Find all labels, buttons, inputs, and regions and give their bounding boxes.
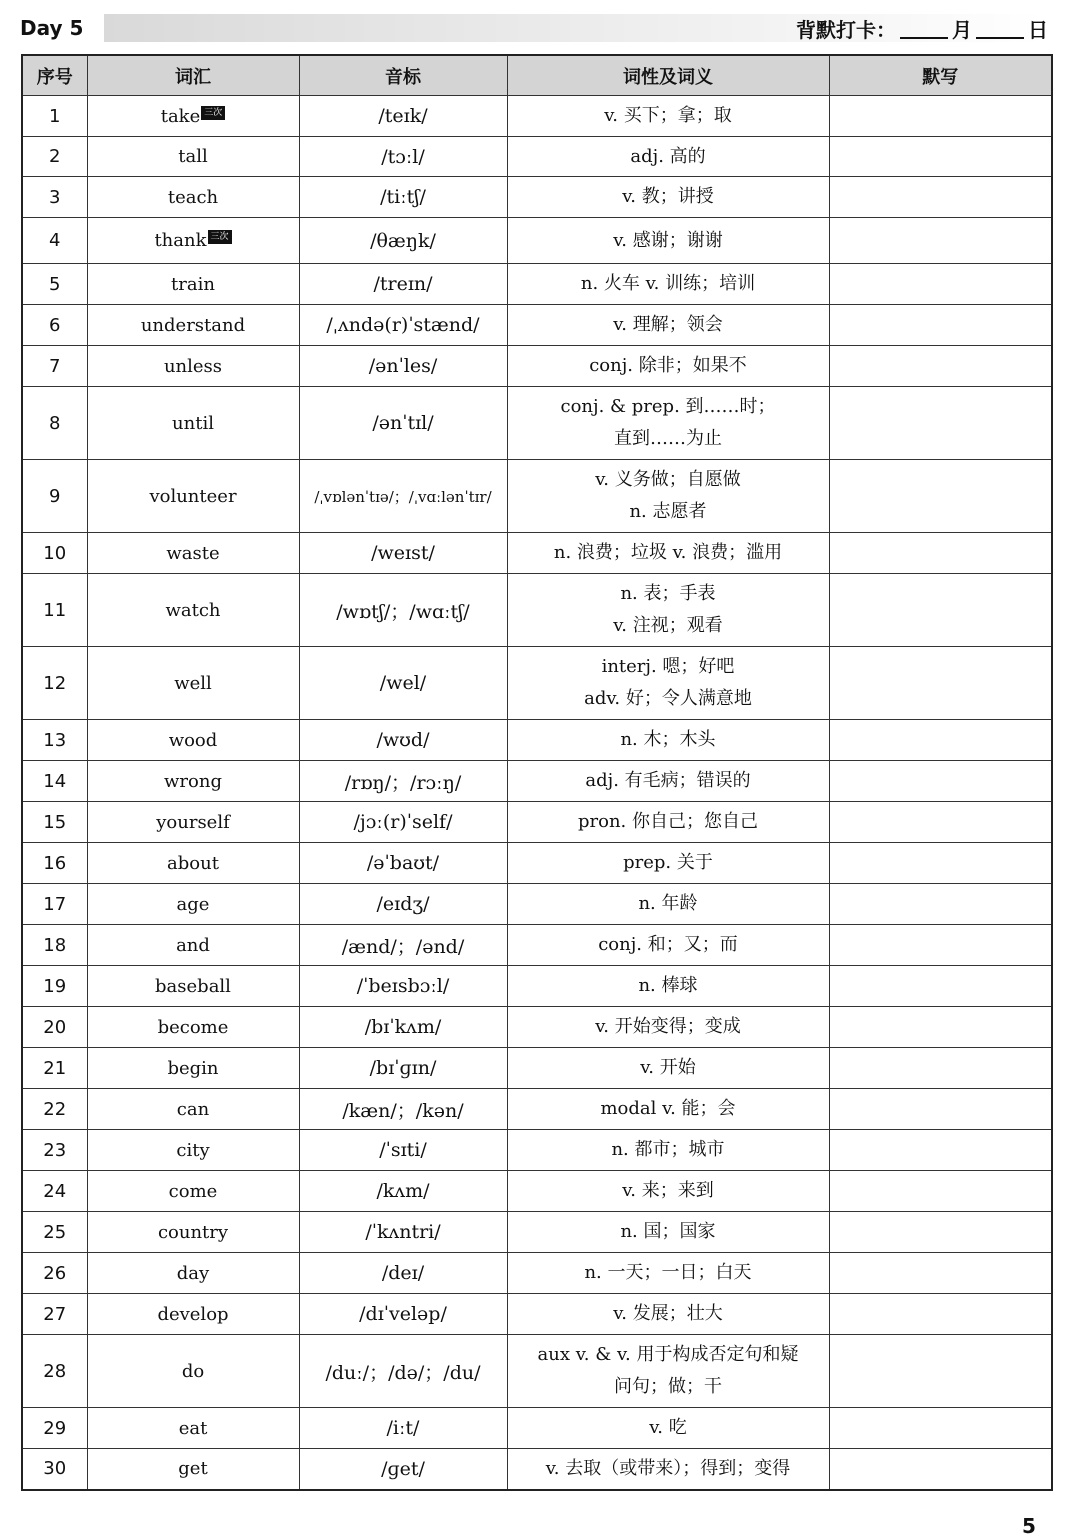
row-number: 13	[22, 720, 87, 761]
table-row	[22, 1294, 1052, 1335]
vocab-word: watch	[165, 599, 221, 621]
meaning-line: n. 表；手表	[620, 583, 716, 604]
row-number: 5	[22, 264, 87, 305]
phonetic-cell: /deɪ/	[299, 1253, 507, 1294]
dictation-cell[interactable]	[829, 720, 1052, 761]
phonetic-cell: /bɪˈɡɪn/	[299, 1048, 507, 1089]
meaning-cell	[507, 1253, 829, 1294]
meaning-cell	[507, 1335, 829, 1408]
table-row	[22, 96, 1052, 137]
dictation-cell[interactable]	[829, 884, 1052, 925]
vocab-word: get	[178, 1458, 208, 1480]
table-row	[22, 966, 1052, 1007]
phonetic-cell: /weɪst/	[299, 533, 507, 574]
meaning-cell	[507, 574, 829, 647]
vocab-word: day	[176, 1262, 210, 1284]
meaning-line: conj. 和；又；而	[598, 934, 738, 955]
table-header-row	[22, 55, 1052, 96]
vocab-word: take	[160, 105, 201, 127]
phonetic-cell: /wɒtʃ/；/wɑːtʃ/	[299, 574, 507, 647]
vocab-word-cell	[87, 1048, 299, 1089]
row-number: 8	[22, 387, 87, 460]
row-number: 16	[22, 843, 87, 884]
meaning-line: v. 开始	[640, 1057, 696, 1078]
row-number: 18	[22, 925, 87, 966]
checkin-field	[796, 14, 1048, 43]
phonetic-cell: /jɔː(r)ˈself/	[299, 802, 507, 843]
meaning-line: interj. 嗯；好吧	[601, 656, 735, 677]
phonetic-cell: /iːt/	[299, 1408, 507, 1449]
row-number: 30	[22, 1449, 87, 1490]
table-row	[22, 1253, 1052, 1294]
row-number: 4	[22, 218, 87, 264]
column-header-dictation: 默写	[829, 55, 1052, 96]
dictation-cell[interactable]	[829, 1408, 1052, 1449]
table-row	[22, 1449, 1052, 1490]
vocab-word-cell	[87, 761, 299, 802]
meaning-cell	[507, 1048, 829, 1089]
table-body	[22, 96, 1052, 1490]
phonetic-cell: /ənˈles/	[299, 346, 507, 387]
meaning-cell	[507, 1089, 829, 1130]
vocab-word: until	[172, 412, 214, 434]
table-row	[22, 802, 1052, 843]
meaning-line: adv. 好；令人满意地	[584, 688, 752, 709]
vocab-word: wrong	[164, 770, 222, 792]
dictation-cell[interactable]	[829, 1253, 1052, 1294]
table-row	[22, 1048, 1052, 1089]
phonetic-cell: /ˌvɒlənˈtɪə/；/ˌvɑːlənˈtɪr/	[299, 460, 507, 533]
column-header-number: 序号	[22, 55, 87, 96]
phonetic-cell: /tɔːl/	[299, 137, 507, 177]
dictation-cell[interactable]	[829, 1130, 1052, 1171]
row-number: 20	[22, 1007, 87, 1048]
meaning-cell	[507, 647, 829, 720]
vocab-word-cell	[87, 305, 299, 346]
vocab-word-cell	[87, 1335, 299, 1408]
table-row	[22, 720, 1052, 761]
phonetic-cell: /tiːtʃ/	[299, 177, 507, 218]
vocab-word-cell	[87, 264, 299, 305]
table-row	[22, 264, 1052, 305]
table-row	[22, 533, 1052, 574]
dictation-cell[interactable]	[829, 305, 1052, 346]
vocab-word-cell	[87, 1212, 299, 1253]
dictation-cell[interactable]	[829, 1212, 1052, 1253]
meaning-line: n. 浪费；垃圾 v. 浪费；滥用	[553, 542, 783, 563]
meaning-line: pron. 你自己；您自己	[578, 811, 758, 832]
row-number: 22	[22, 1089, 87, 1130]
phonetic-cell: /kʌm/	[299, 1171, 507, 1212]
vocab-word-cell	[87, 137, 299, 177]
dictation-cell[interactable]	[829, 1294, 1052, 1335]
meaning-line: n. 年龄	[638, 893, 698, 914]
table-row	[22, 574, 1052, 647]
table-row	[22, 305, 1052, 346]
table-row	[22, 1130, 1052, 1171]
meaning-cell	[507, 1007, 829, 1048]
vocab-word: eat	[178, 1417, 208, 1439]
phonetic-cell: /ˈkʌntri/	[299, 1212, 507, 1253]
page-header	[14, 12, 1054, 48]
vocab-word-cell	[87, 925, 299, 966]
phonetic-cell: /wʊd/	[299, 720, 507, 761]
dictation-cell[interactable]	[829, 1007, 1052, 1048]
phonetic-cell: /dɪˈveləp/	[299, 1294, 507, 1335]
page-number: 5	[1022, 1514, 1036, 1538]
dictation-cell[interactable]	[829, 925, 1052, 966]
meaning-cell	[507, 387, 829, 460]
phonetic-cell: /bɪˈkʌm/	[299, 1007, 507, 1048]
dictation-cell[interactable]	[829, 1048, 1052, 1089]
dictation-cell[interactable]	[829, 264, 1052, 305]
row-number: 21	[22, 1048, 87, 1089]
phonetic-cell: /ˌʌndə(r)ˈstænd/	[299, 305, 507, 346]
meaning-cell	[507, 1130, 829, 1171]
vocab-word-cell	[87, 1294, 299, 1335]
dictation-cell[interactable]	[829, 1089, 1052, 1130]
row-number: 1	[22, 96, 87, 137]
vocab-word: come	[168, 1180, 218, 1202]
vocab-word: well	[174, 672, 212, 694]
vocab-word-cell	[87, 1089, 299, 1130]
meaning-line: v. 义务做；自愿做	[595, 469, 741, 490]
meaning-line: n. 棒球	[638, 975, 698, 996]
phonetic-cell: /wel/	[299, 647, 507, 720]
meaning-line: n. 木；木头	[620, 729, 716, 750]
month-blank[interactable]	[900, 36, 948, 39]
dictation-cell[interactable]	[829, 177, 1052, 218]
vocab-word-cell	[87, 1007, 299, 1048]
vocab-word-cell	[87, 802, 299, 843]
meaning-cell	[507, 533, 829, 574]
vocab-word: develop	[157, 1303, 229, 1325]
meaning-cell	[507, 305, 829, 346]
meaning-line: v. 理解；领会	[613, 314, 723, 335]
phonetic-cell: /eɪdʒ/	[299, 884, 507, 925]
meaning-cell	[507, 761, 829, 802]
meaning-line: adj. 有毛病；错误的	[585, 770, 751, 791]
dictation-cell[interactable]	[829, 1449, 1052, 1490]
vocab-word-cell	[87, 460, 299, 533]
vocab-word-cell	[87, 574, 299, 647]
meaning-line: adj. 高的	[630, 145, 706, 167]
meaning-cell	[507, 346, 829, 387]
dictation-cell[interactable]	[829, 346, 1052, 387]
phonetic-cell: /teɪk/	[299, 96, 507, 137]
meaning-cell	[507, 177, 829, 218]
table-row	[22, 1171, 1052, 1212]
meaning-cell	[507, 1449, 829, 1490]
phonetic-cell: /ænd/；/ənd/	[299, 925, 507, 966]
dictation-cell[interactable]	[829, 802, 1052, 843]
row-number: 19	[22, 966, 87, 1007]
table-row	[22, 218, 1052, 264]
dictation-cell[interactable]	[829, 574, 1052, 647]
vocab-word: unless	[163, 355, 223, 377]
frequency-badge: 三次	[208, 230, 232, 244]
vocab-word-cell	[87, 96, 299, 137]
row-number: 11	[22, 574, 87, 647]
vocab-word-cell	[87, 843, 299, 884]
table-row	[22, 843, 1052, 884]
meaning-line: n. 志愿者	[629, 501, 707, 522]
vocab-word: tall	[178, 146, 208, 167]
phonetic-cell: /kæn/；/kən/	[299, 1089, 507, 1130]
table-row	[22, 137, 1052, 177]
table-row	[22, 460, 1052, 533]
vocab-word: city	[176, 1139, 210, 1161]
vocab-word: can	[176, 1098, 210, 1120]
vocab-word: about	[167, 852, 219, 874]
vocab-word-cell	[87, 533, 299, 574]
vocab-word: understand	[140, 314, 246, 336]
meaning-line: v. 教；讲授	[622, 186, 714, 207]
vocab-word: age	[176, 893, 210, 915]
meaning-line: n. 都市；城市	[611, 1139, 725, 1160]
phonetic-cell: /treɪn/	[299, 264, 507, 305]
table-row	[22, 346, 1052, 387]
table-row	[22, 647, 1052, 720]
meaning-line: v. 注视；观看	[613, 615, 723, 636]
vocab-word-cell	[87, 1408, 299, 1449]
vocab-word-cell	[87, 884, 299, 925]
meaning-cell	[507, 1212, 829, 1253]
dictation-cell[interactable]	[829, 966, 1052, 1007]
vocab-word-cell	[87, 177, 299, 218]
dictation-cell[interactable]	[829, 137, 1052, 177]
row-number: 7	[22, 346, 87, 387]
phonetic-cell: /rɒŋ/；/rɔːŋ/	[299, 761, 507, 802]
meaning-line: v. 感谢；谢谢	[613, 229, 723, 251]
meaning-cell	[507, 843, 829, 884]
meaning-line: modal v. 能；会	[600, 1098, 736, 1119]
day-blank[interactable]	[976, 36, 1024, 39]
meaning-cell	[507, 1294, 829, 1335]
phonetic-cell: /əˈbaʊt/	[299, 843, 507, 884]
month-label: 月	[952, 18, 972, 42]
meaning-line: v. 来；来到	[622, 1180, 714, 1201]
meaning-cell	[507, 720, 829, 761]
vocab-word: train	[171, 273, 215, 295]
row-number: 17	[22, 884, 87, 925]
phonetic-cell: /ˈsɪti/	[299, 1130, 507, 1171]
row-number: 2	[22, 137, 87, 177]
dictation-cell[interactable]	[829, 1335, 1052, 1408]
vocab-word-cell	[87, 218, 299, 264]
frequency-badge: 三次	[201, 106, 225, 120]
meaning-cell	[507, 218, 829, 264]
table-row	[22, 1212, 1052, 1253]
row-number: 12	[22, 647, 87, 720]
vocab-word: do	[181, 1360, 205, 1382]
row-number: 3	[22, 177, 87, 218]
meaning-line: v. 发展；壮大	[613, 1303, 723, 1324]
meaning-line: 直到……为止	[614, 428, 722, 449]
phonetic-cell: /duː/；/də/；/du/	[299, 1335, 507, 1408]
day-unit-label: 日	[1028, 18, 1048, 42]
meaning-line: prep. 关于	[623, 852, 713, 873]
table-row	[22, 1335, 1052, 1408]
meaning-line: conj. 除非；如果不	[589, 355, 747, 376]
row-number: 6	[22, 305, 87, 346]
meaning-line: v. 吃	[649, 1417, 687, 1438]
meaning-line: n. 一天；一日；白天	[584, 1262, 752, 1283]
row-number: 10	[22, 533, 87, 574]
row-number: 23	[22, 1130, 87, 1171]
vocab-word-cell	[87, 720, 299, 761]
vocab-word-cell	[87, 346, 299, 387]
table-row	[22, 387, 1052, 460]
column-header-word: 词汇	[87, 55, 299, 96]
vocab-word: thank	[154, 230, 207, 251]
table-row	[22, 761, 1052, 802]
phonetic-cell: /ɡet/	[299, 1449, 507, 1490]
meaning-line: v. 开始变得；变成	[595, 1016, 741, 1037]
meaning-line: 问句；做；干	[614, 1376, 722, 1397]
vocabulary-table	[21, 54, 1053, 1491]
meaning-cell	[507, 460, 829, 533]
vocab-word: wood	[168, 729, 218, 751]
phonetic-cell: /ənˈtɪl/	[299, 387, 507, 460]
vocab-word-cell	[87, 647, 299, 720]
meaning-line: n. 火车 v. 训练；培训	[580, 273, 756, 294]
meaning-cell	[507, 966, 829, 1007]
dictation-cell[interactable]	[829, 460, 1052, 533]
vocab-word: volunteer	[149, 485, 237, 507]
table-row	[22, 925, 1052, 966]
vocab-word-cell	[87, 1449, 299, 1490]
meaning-cell	[507, 884, 829, 925]
row-number: 28	[22, 1335, 87, 1408]
row-number: 15	[22, 802, 87, 843]
row-number: 14	[22, 761, 87, 802]
vocab-word: country	[157, 1221, 229, 1243]
dictation-cell[interactable]	[829, 533, 1052, 574]
row-number: 27	[22, 1294, 87, 1335]
meaning-cell	[507, 802, 829, 843]
meaning-line: aux v. & v. 用于构成否定句和疑	[537, 1344, 799, 1365]
phonetic-cell: /ˈbeɪsbɔːl/	[299, 966, 507, 1007]
meaning-cell	[507, 1171, 829, 1212]
vocab-word: waste	[166, 542, 220, 564]
dictation-cell[interactable]	[829, 387, 1052, 460]
dictation-cell[interactable]	[829, 218, 1052, 264]
row-number: 25	[22, 1212, 87, 1253]
meaning-cell	[507, 96, 829, 137]
row-number: 24	[22, 1171, 87, 1212]
vocab-word-cell	[87, 1253, 299, 1294]
table-row	[22, 1007, 1052, 1048]
row-number: 26	[22, 1253, 87, 1294]
vocab-word-cell	[87, 966, 299, 1007]
checkin-label: 背默打卡：	[796, 18, 896, 42]
vocab-word: yourself	[156, 811, 230, 833]
column-header-meaning: 词性及词义	[507, 55, 829, 96]
meaning-cell	[507, 137, 829, 177]
column-header-phonetic: 音标	[299, 55, 507, 96]
table-row	[22, 1408, 1052, 1449]
vocab-word: and	[176, 934, 210, 956]
meaning-cell	[507, 1408, 829, 1449]
dictation-cell[interactable]	[829, 843, 1052, 884]
dictation-cell[interactable]	[829, 96, 1052, 137]
dictation-cell[interactable]	[829, 1171, 1052, 1212]
row-number: 29	[22, 1408, 87, 1449]
dictation-cell[interactable]	[829, 647, 1052, 720]
row-number: 9	[22, 460, 87, 533]
vocab-word-cell	[87, 1130, 299, 1171]
meaning-cell	[507, 264, 829, 305]
meaning-line: v. 买下；拿；取	[604, 105, 732, 126]
vocab-word-cell	[87, 1171, 299, 1212]
dictation-cell[interactable]	[829, 761, 1052, 802]
meaning-line: conj. & prep. 到……时；	[560, 396, 776, 417]
phonetic-cell: /θæŋk/	[299, 218, 507, 264]
vocab-word: become	[157, 1016, 229, 1038]
vocab-word-cell	[87, 387, 299, 460]
table-row	[22, 1089, 1052, 1130]
day-label: Day 5	[20, 16, 84, 40]
meaning-line: v. 去取（或带来）；得到；变得	[545, 1457, 791, 1479]
vocab-word: begin	[167, 1057, 219, 1079]
vocab-word: baseball	[155, 975, 231, 997]
meaning-cell	[507, 925, 829, 966]
vocab-word: teach	[167, 186, 219, 208]
meaning-line: n. 国；国家	[620, 1221, 716, 1242]
table-row	[22, 884, 1052, 925]
table-row	[22, 177, 1052, 218]
